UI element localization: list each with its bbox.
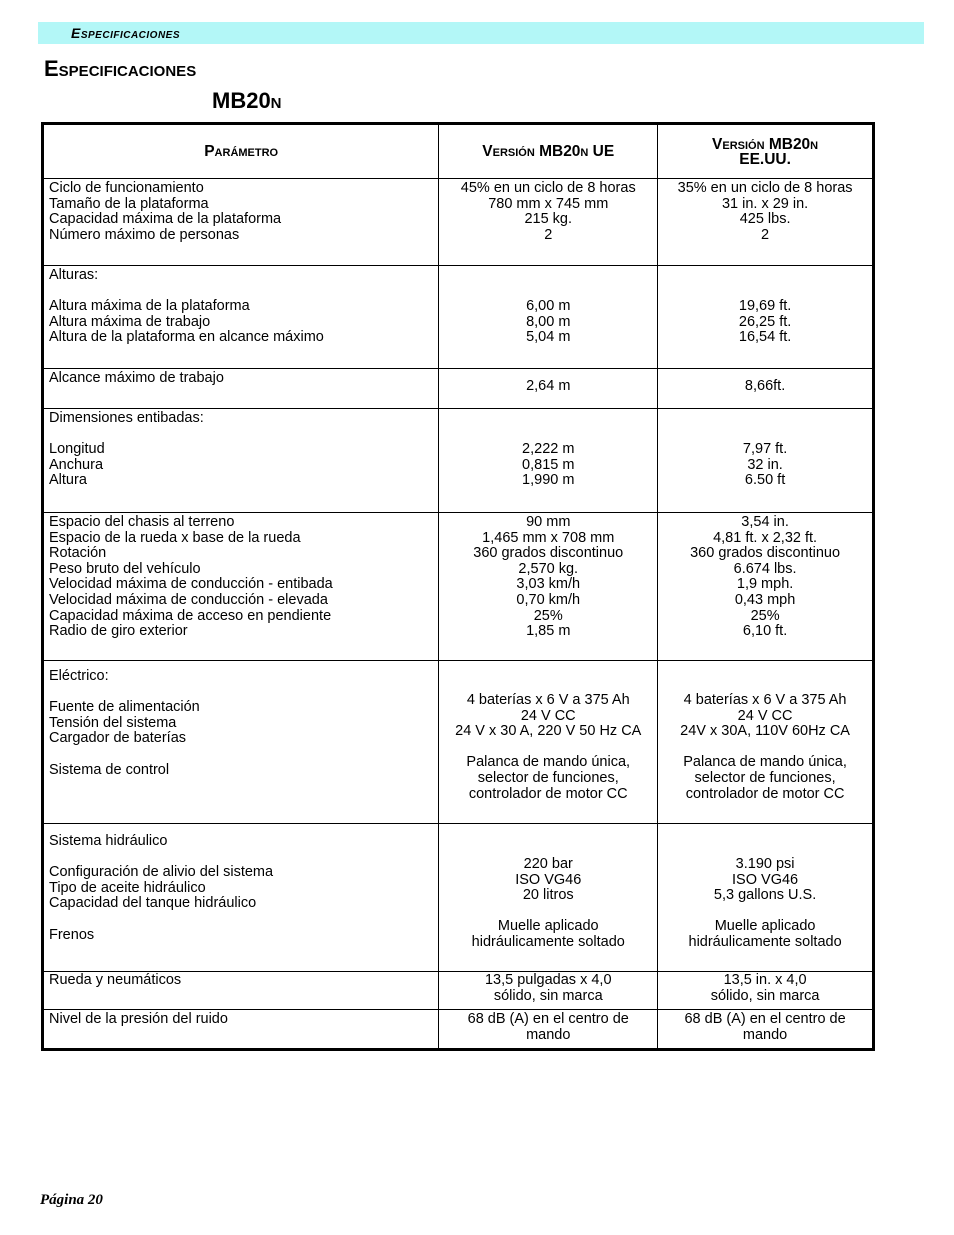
value-line: 24 V CC	[520, 707, 576, 724]
eu-value-cell	[439, 513, 658, 661]
eu-value-cell	[439, 369, 658, 409]
column-header-us-version	[658, 124, 874, 179]
line-spacer	[444, 740, 652, 756]
value-line: 3,54 in.	[741, 514, 789, 530]
column-header-us-version-label: Versión MB20n EE.UU.	[712, 135, 819, 168]
value-line: 3,03 km/h	[516, 576, 581, 593]
spec-row	[43, 369, 874, 409]
value-line: hidráulicamente soltado	[688, 933, 842, 950]
value-line: 215 kg.	[524, 211, 573, 228]
eu-value-cell	[439, 409, 658, 513]
parameter-line: Alturas:	[49, 267, 99, 283]
value-line: 2,64 m	[526, 378, 571, 394]
value-line: 26,25 ft.	[738, 313, 792, 330]
value-line: 19,69 ft.	[738, 298, 792, 315]
parameter-cell	[43, 179, 439, 266]
value-line: 4 baterías x 6 V a 375 Ah	[466, 692, 630, 708]
value-line: mando	[742, 1026, 788, 1043]
value-line: ISO VG46	[732, 871, 799, 888]
eu-value-cell	[439, 972, 658, 1010]
column-header-eu-version: Versión MB20n UE	[439, 124, 658, 179]
line-spacer	[663, 427, 867, 443]
value-line: 13,5 pulgadas x 4,0	[484, 972, 612, 988]
parameter-cell	[43, 824, 439, 972]
line-spacer	[444, 268, 652, 284]
spec-row	[43, 266, 874, 369]
value-line: 0,43 mph	[734, 591, 796, 608]
column-header-parameter: Parámetro	[43, 124, 439, 179]
value-line: Muelle aplicado	[497, 918, 599, 935]
value-line: 0,815 m	[522, 456, 575, 473]
parameter-line: Frenos	[49, 926, 95, 943]
spec-row	[43, 661, 874, 824]
parameter-line: Tamaño de la plataforma	[49, 195, 209, 212]
spec-table	[41, 122, 875, 1051]
eu-value-cell	[439, 266, 658, 369]
line-spacer	[663, 284, 867, 300]
value-line: sólido, sin marca	[493, 987, 603, 1004]
parameter-line: Cargador de baterías	[49, 730, 187, 747]
value-line: 5,3 gallons U.S.	[713, 887, 817, 904]
value-line: 2	[761, 226, 770, 243]
spec-table-body	[43, 179, 874, 1050]
value-line: 6.50 ft	[744, 472, 786, 489]
parameter-line: Configuración de alivio del sistema	[49, 864, 274, 881]
value-line: 1,990 m	[522, 472, 575, 489]
value-line: 16,54 ft.	[738, 329, 792, 346]
parameter-line: Anchura	[49, 456, 104, 473]
parameter-line: Capacidad máxima de acceso en pendiente	[49, 607, 332, 624]
parameter-cell	[43, 513, 439, 661]
eu-value-cell	[439, 824, 658, 972]
line-spacer	[49, 747, 433, 763]
us-value-cell	[658, 972, 874, 1010]
line-spacer	[663, 740, 867, 756]
value-line: 20 litros	[522, 887, 574, 904]
page-number: Página 20	[40, 1192, 103, 1208]
line-spacer	[49, 685, 433, 701]
parameter-line: Sistema de control	[49, 761, 170, 778]
line-spacer	[49, 284, 433, 300]
value-line: 90 mm	[526, 514, 571, 530]
parameter-line: Número máximo de personas	[49, 226, 240, 243]
value-line: 7,97 ft.	[742, 441, 788, 458]
parameter-cell	[43, 661, 439, 824]
value-line: 6,10 ft.	[742, 623, 788, 640]
parameter-cell	[43, 266, 439, 369]
line-spacer	[444, 904, 652, 920]
us-value-cell	[658, 1010, 874, 1050]
eu-value-cell	[439, 179, 658, 266]
line-spacer	[49, 912, 433, 928]
parameter-cell	[43, 369, 439, 409]
parameter-line: Sistema hidráulico	[49, 833, 168, 849]
value-line: 780 mm x 745 mm	[488, 195, 609, 212]
spec-row	[43, 972, 874, 1010]
value-line: 24 V x 30 A, 220 V 50 Hz CA	[455, 723, 642, 740]
value-line: selector de funciones,	[477, 769, 619, 786]
value-line: 32 in.	[747, 456, 783, 473]
value-line: 220 bar	[523, 856, 573, 872]
value-line: 31 in. x 29 in.	[721, 195, 809, 212]
parameter-line: Rotación	[49, 545, 107, 562]
parameter-line: Capacidad del tanque hidráulico	[49, 895, 257, 912]
eu-value-cell	[439, 1010, 658, 1050]
spec-row	[43, 1010, 874, 1050]
value-line: 45% en un ciclo de 8 horas	[460, 180, 636, 196]
running-header	[38, 22, 924, 44]
parameter-line: Radio de giro exterior	[49, 623, 188, 640]
value-line: 25%	[750, 607, 780, 624]
value-line: 6.674 lbs.	[733, 560, 797, 577]
parameter-cell	[43, 972, 439, 1010]
line-spacer	[444, 427, 652, 443]
parameter-line: Fuente de alimentación	[49, 699, 200, 716]
us-value-cell	[658, 409, 874, 513]
parameter-cell	[43, 409, 439, 513]
value-line: 4,81 ft. x 2,32 ft.	[713, 529, 818, 546]
value-line: 1,9 mph.	[736, 576, 794, 593]
parameter-line: Espacio de la rueda x base de la rueda	[49, 529, 301, 546]
value-line: controlador de motor CC	[468, 785, 628, 802]
value-line: mando	[526, 1026, 571, 1043]
parameter-line: Tipo de aceite hidráulico	[49, 879, 206, 896]
spec-table-header	[43, 124, 874, 179]
value-line: 360 grados discontinuo	[690, 545, 841, 562]
value-line: 35% en un ciclo de 8 horas	[677, 180, 853, 196]
value-line: Muelle aplicado	[714, 918, 816, 935]
line-spacer	[663, 268, 867, 284]
value-line: 68 dB (A) en el centro de	[467, 1011, 629, 1027]
parameter-line: Rueda y neumáticos	[49, 972, 182, 988]
value-line: 3.190 psi	[735, 856, 795, 872]
spec-row	[43, 513, 874, 661]
value-line: 24V x 30A, 110V 60Hz CA	[680, 723, 850, 740]
value-line: hidráulicamente soltado	[471, 933, 625, 950]
value-line: Palanca de mando única,	[466, 754, 631, 771]
eu-value-cell	[439, 661, 658, 824]
line-spacer	[444, 411, 652, 427]
parameter-line: Espacio del chasis al terreno	[49, 514, 235, 530]
value-line: 6,00 m	[526, 298, 571, 315]
value-line: ISO VG46	[515, 871, 582, 888]
value-line: 68 dB (A) en el centro de	[684, 1011, 846, 1027]
us-value-cell	[658, 179, 874, 266]
spec-row	[43, 179, 874, 266]
value-line: 13,5 in. x 4,0	[723, 972, 807, 988]
value-line: 0,70 km/h	[516, 591, 581, 608]
value-line: 2,570 kg.	[518, 560, 579, 577]
line-spacer	[663, 411, 867, 427]
value-line: 5,04 m	[526, 329, 571, 346]
value-line: 25%	[533, 607, 563, 624]
us-value-cell	[658, 824, 874, 972]
model-title: MB20n	[212, 88, 282, 113]
value-line: Palanca de mando única,	[683, 754, 847, 771]
value-line: 1,465 mm x 708 mm	[482, 529, 615, 546]
value-line: controlador de motor CC	[685, 785, 845, 802]
parameter-line: Nivel de la presión del ruido	[49, 1011, 228, 1027]
value-line: 425 lbs.	[739, 211, 791, 228]
running-header-title: Especificaciones	[71, 25, 181, 41]
value-line: 8,00 m	[526, 313, 571, 330]
us-value-cell	[658, 513, 874, 661]
parameter-line: Velocidad máxima de conducción - elevada	[49, 591, 328, 608]
parameter-line: Capacidad máxima de la plataforma	[49, 211, 282, 228]
parameter-line: Altura de la plataforma en alcance máximo	[49, 329, 324, 346]
spec-row	[43, 409, 874, 513]
parameter-line: Altura	[49, 472, 87, 489]
value-line: 24 V CC	[737, 707, 793, 724]
parameter-line: Velocidad máxima de conducción - entibada	[49, 576, 333, 593]
line-spacer	[444, 284, 652, 300]
value-line: 2	[544, 226, 553, 243]
us-value-cell	[658, 369, 874, 409]
parameter-line: Ciclo de funcionamiento	[49, 180, 204, 196]
spec-row	[43, 824, 874, 972]
parameter-line: Alcance máximo de trabajo	[49, 370, 224, 386]
parameter-cell	[43, 1010, 439, 1050]
page-title: Especificaciones	[44, 56, 197, 81]
value-line: sólido, sin marca	[710, 987, 820, 1004]
line-spacer	[49, 850, 433, 866]
parameter-line: Longitud	[49, 441, 105, 458]
parameter-line: Dimensiones entibadas:	[49, 410, 204, 426]
line-spacer	[663, 904, 867, 920]
value-line: 4 baterías x 6 V a 375 Ah	[683, 692, 847, 708]
parameter-line: Altura máxima de la plataforma	[49, 298, 250, 315]
value-line: 2,222 m	[522, 441, 575, 458]
parameter-line: Tensión del sistema	[49, 714, 177, 731]
value-line: 8,66ft.	[744, 378, 786, 394]
line-spacer	[49, 427, 433, 443]
parameter-line: Peso bruto del vehículo	[49, 560, 201, 577]
parameter-line: Altura máxima de trabajo	[49, 313, 211, 330]
us-value-cell	[658, 266, 874, 369]
parameter-line: Eléctrico:	[49, 668, 109, 684]
us-value-cell	[658, 661, 874, 824]
value-line: 1,85 m	[526, 623, 571, 640]
value-line: selector de funciones,	[694, 769, 836, 786]
value-line: 360 grados discontinuo	[473, 545, 624, 562]
